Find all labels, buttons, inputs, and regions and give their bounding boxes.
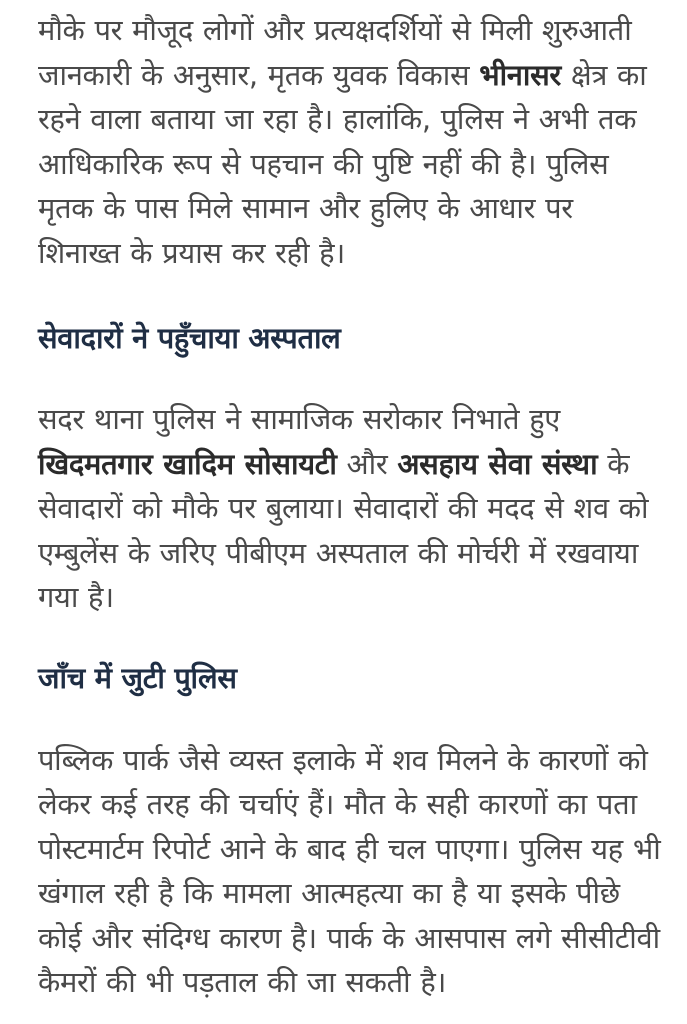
paragraph-text: और (336, 446, 398, 481)
bold-organization-name: असहाय सेवा संस्था (397, 446, 598, 481)
paragraph-text: के सेवादारों को मौके पर बुलाया। सेवादारों की मदद से शव को एम्बुलेंस के जरिए पीबीएम अस्पताल की मोर्चरी में रखवाया गया है। (38, 446, 649, 614)
bold-place-name: भीनासर (479, 57, 561, 92)
paragraph-text: क्षेत्र का रहने वाला बताया जा रहा है। हालांकि, पुलिस ने अभी तक आधिकारिक रूप से पहचान की पुष्टि नहीं की है। पुलिस मृतक के पास मिले सामान और हुलिए के आधार पर शिनाख्त के प्रयास कर रही है। (38, 57, 647, 270)
section-heading-investigation: जाँच में जुटी पुलिस (38, 660, 237, 695)
paragraph-identity (38, 0, 665, 275)
paragraph-volunteers (38, 397, 665, 620)
paragraph-investigation: पब्लिक पार्क जैसे व्यस्त इलाके में शव मिलने के कारणों को लेकर कई तरह की चर्चाएं हैं। मौत के सही कारणों का पता पोस्टमार्टम रिपोर्ट आने के बाद ही चल पाएगा। पुलिस यह भी खंगाल रही है कि मामला आत्महत्या का है या इसके पीछे कोई और संदिग्ध कारण है। पार्क के आसपास लगे सीसीटीवी कैमरों की भी पड़ताल की जा सकती है। (38, 742, 661, 999)
bold-organization-name: खिदमतगार खादिम सोसायटी (38, 446, 337, 481)
paragraph-text: सदर थाना पुलिस ने सामाजिक सरोकार निभाते हुए (38, 402, 561, 436)
section-heading-hospital: सेवादारों ने पहुँचाया अस्पताल (38, 321, 341, 355)
paragraph-text: मौके पर मौजूद लोगों और प्रत्यक्षदर्शियों से मिली शुरुआती जानकारी के अनुसार, मृतक युवक विकास (38, 13, 632, 92)
